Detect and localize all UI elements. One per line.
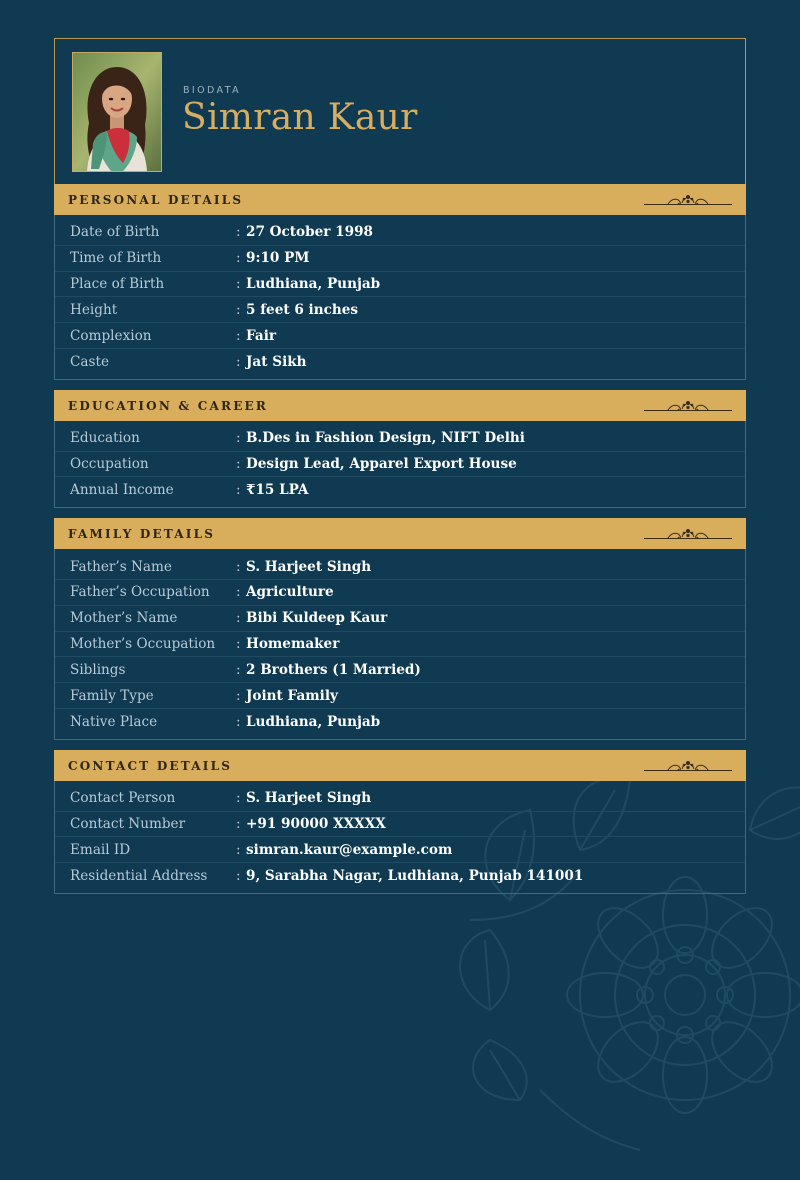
field-value: S. Harjeet Singh [246,558,372,575]
separator: : [236,610,241,627]
detail-row [55,323,745,349]
field-value: B.Des in Fashion Design, NIFT Delhi [246,430,525,447]
field-value: 9, Sarabha Nagar, Ludhiana, Punjab 141001 [246,868,584,885]
field-label: Residential Address [70,868,208,885]
section-title: FAMILY DETAILS [68,527,216,542]
field-label: Height [70,301,118,318]
field-value: Agriculture [246,584,334,601]
profile-photo [72,52,162,172]
field-label: Father’s Occupation [70,584,210,601]
field-value: Jat Sikh [246,353,307,370]
field-label: Education [70,430,140,447]
field-label: Siblings [70,661,126,678]
detail-row [55,272,745,298]
field-label: Father’s Name [70,558,172,575]
detail-row [55,452,745,478]
separator: : [236,790,241,807]
field-label: Native Place [70,713,158,730]
field-value: Homemaker [246,635,340,652]
section-title: EDUCATION & CAREER [68,398,269,413]
field-label: Contact Person [70,790,176,807]
detail-row [55,246,745,272]
section-family-details [54,518,746,740]
profile-header [54,38,746,184]
detail-row [55,477,745,503]
section-education-career [54,390,746,508]
section-header [54,390,746,421]
section-body [54,781,746,894]
separator: : [236,713,241,730]
separator: : [236,482,241,499]
detail-row [55,812,745,838]
separator: : [236,250,241,267]
field-label: Contact Number [70,815,186,832]
detail-row [55,580,745,606]
separator: : [236,455,241,472]
field-value: Fair [246,327,277,344]
separator: : [236,327,241,344]
separator: : [236,687,241,704]
field-value: simran.kaur@example.com [246,841,453,858]
detail-row [55,220,745,246]
ornament-icon [644,398,732,414]
detail-row [55,297,745,323]
biodata-label: BIODATA [183,85,242,96]
field-value: 5 feet 6 inches [246,301,359,318]
separator: : [236,635,241,652]
separator: : [236,275,241,292]
field-label: Date of Birth [70,224,160,241]
field-value: Design Lead, Apparel Export House [246,455,517,472]
field-label: Annual Income [70,482,174,499]
field-label: Family Type [70,687,154,704]
separator: : [236,224,241,241]
detail-row [55,426,745,452]
field-value: S. Harjeet Singh [246,790,372,807]
ornament-icon [644,758,732,774]
section-title: CONTACT DETAILS [68,758,233,773]
field-label: Occupation [70,455,149,472]
detail-row [55,554,745,580]
field-label: Mother’s Name [70,610,178,627]
biodata-card [54,38,746,894]
separator: : [236,868,241,885]
detail-row [55,606,745,632]
field-value: Ludhiana, Punjab [246,713,381,730]
detail-row [55,683,745,709]
field-label: Mother’s Occupation [70,635,216,652]
ornament-icon [644,526,732,542]
field-value: ₹15 LPA [246,482,309,499]
separator: : [236,301,241,318]
field-label: Place of Birth [70,275,165,292]
separator: : [236,430,241,447]
field-value: 27 October 1998 [246,224,373,241]
section-title: PERSONAL DETAILS [68,193,244,207]
field-label: Time of Birth [70,250,162,267]
separator: : [236,841,241,858]
section-body [54,421,746,508]
section-contact-details [54,750,746,894]
detail-row [55,632,745,658]
separator: : [236,558,241,575]
field-label: Email ID [70,841,131,858]
ornament-icon [644,192,732,208]
field-value: +91 90000 XXXXX [246,815,386,832]
field-label: Caste [70,353,109,370]
separator: : [236,353,241,370]
separator: : [236,584,241,601]
detail-row [55,349,745,375]
field-value: Ludhiana, Punjab [246,275,381,292]
section-personal-details [54,184,746,380]
section-body [54,215,746,380]
detail-row [55,709,745,735]
section-header [54,518,746,549]
detail-row [55,863,745,889]
field-value: 9:10 PM [246,250,310,267]
section-header [54,184,746,215]
separator: : [236,815,241,832]
detail-row [55,657,745,683]
field-value: Bibi Kuldeep Kaur [246,610,388,627]
section-header [54,750,746,781]
detail-row [55,837,745,863]
field-value: Joint Family [246,687,338,704]
field-value: 2 Brothers (1 Married) [246,661,421,678]
section-body [54,549,746,740]
field-label: Complexion [70,327,152,344]
separator: : [236,661,241,678]
detail-row [55,786,745,812]
candidate-name: Simran Kaur [182,97,418,138]
